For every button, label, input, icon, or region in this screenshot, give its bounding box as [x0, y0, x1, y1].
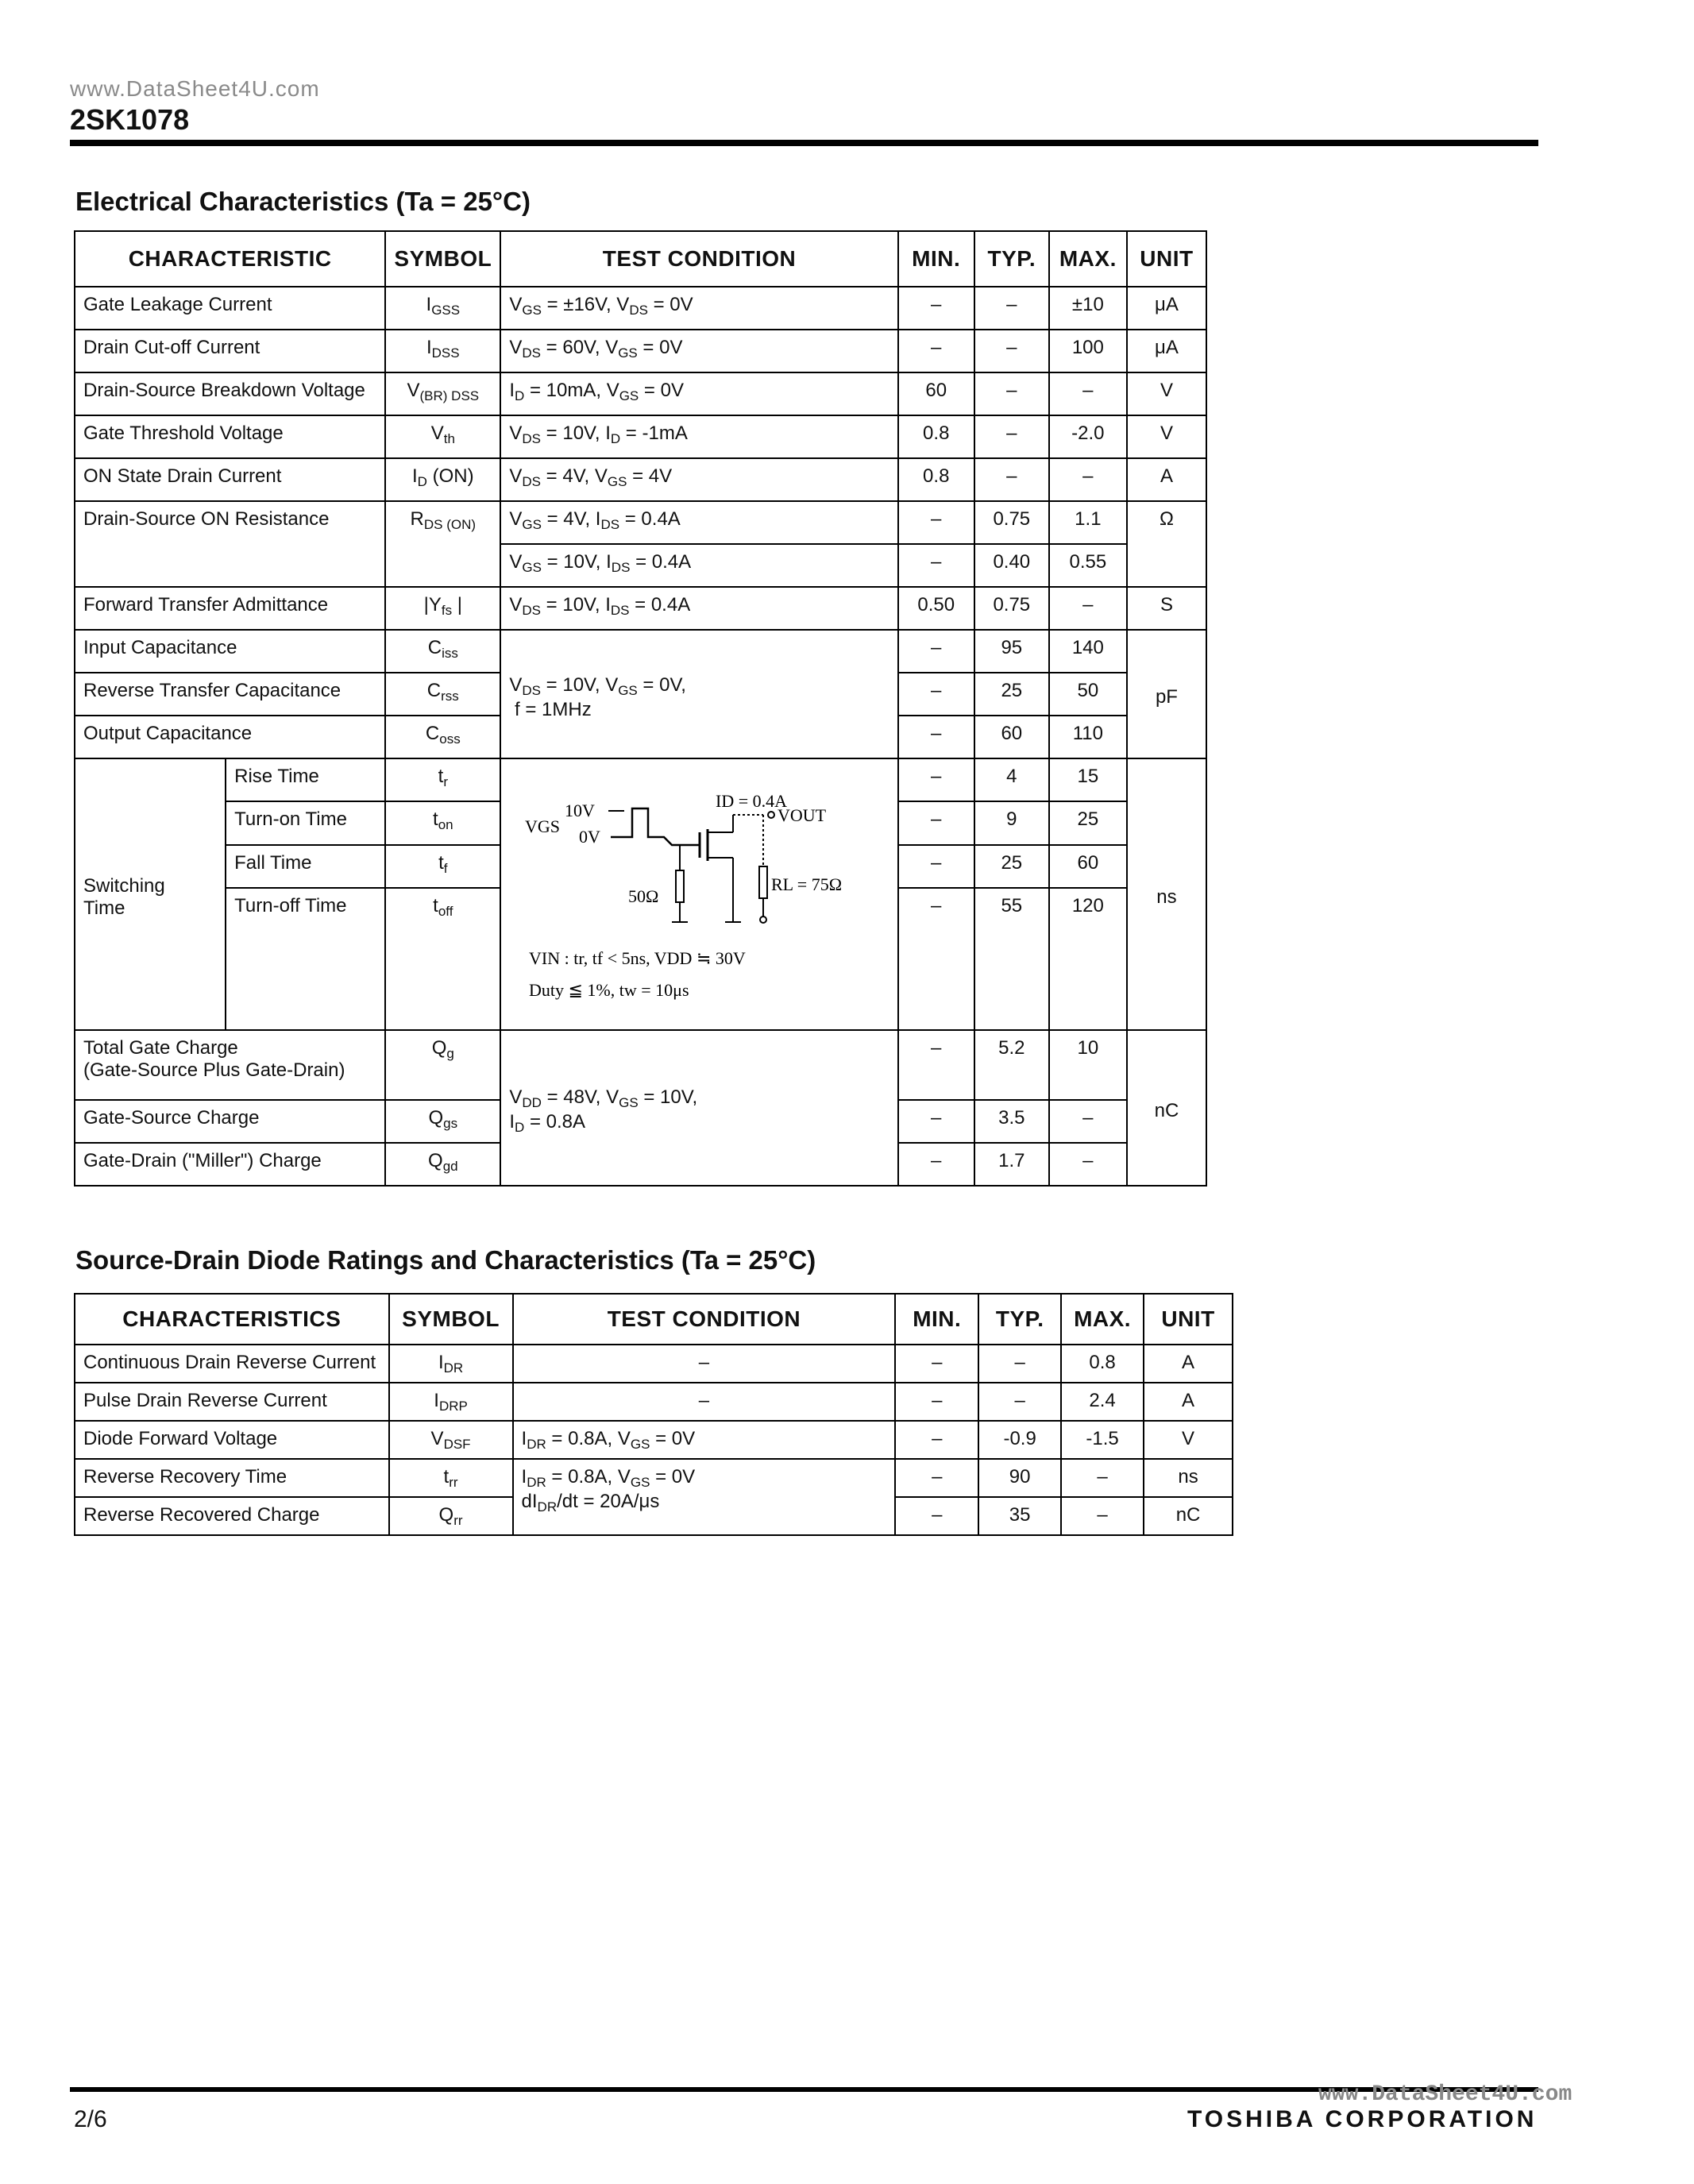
characteristic-name: Gate Leakage Current — [75, 287, 385, 330]
max-value: -1.5 — [1061, 1421, 1144, 1459]
typ-value: 4 — [974, 758, 1049, 801]
max-value: – — [1061, 1497, 1144, 1535]
max-value: 1.1 — [1049, 501, 1127, 544]
col-header-characteristic: CHARACTERISTIC — [75, 231, 385, 287]
gate-resistor-50 — [676, 870, 684, 902]
symbol: $I_{DSS}$ — [385, 330, 500, 372]
max-value: 25 — [1049, 801, 1127, 844]
symbol: $t_r$ — [385, 758, 500, 801]
test-condition: $V_{DS} = 10V$, $I_{DS} = 0.4A$ — [500, 587, 897, 630]
test-condition: – — [513, 1345, 896, 1383]
characteristic-name: Forward Transfer Admittance — [75, 587, 385, 630]
symbol: $t_{rr}$ — [389, 1459, 513, 1497]
typ-value: – — [978, 1345, 1061, 1383]
table-row — [75, 630, 1206, 673]
test-condition: $I_D = 10mA$, $V_{GS} = 0V$ — [500, 372, 897, 415]
test-condition: $V_{DS} = 4V$, $V_{GS} = 4V$ — [500, 458, 897, 501]
col-header-characteristics: CHARACTERISTICS — [75, 1294, 389, 1345]
typ-value: – — [974, 287, 1049, 330]
typ-value: 0.75 — [974, 587, 1049, 630]
switching-circuit-diagram — [525, 775, 874, 1029]
table-row — [75, 758, 1206, 801]
circuit-label-0v: 0V — [578, 827, 600, 847]
typ-value: 1.7 — [974, 1143, 1049, 1186]
unit: S — [1127, 587, 1206, 630]
symbol: $t_{on}$ — [385, 801, 500, 844]
circuit-label-rl: RL = 75Ω — [770, 874, 842, 894]
table-row — [75, 287, 1206, 330]
typ-value: – — [974, 415, 1049, 458]
characteristic-name: Gate-Drain ("Miller") Charge — [75, 1143, 385, 1186]
table-row — [75, 415, 1206, 458]
min-value: – — [898, 673, 974, 716]
symbol: $I_{DRP}$ — [389, 1383, 513, 1421]
circuit-note-line2: Duty ≦ 1%, tw = 10μs — [528, 980, 689, 1000]
unit: μA — [1127, 287, 1206, 330]
max-value: – — [1049, 587, 1127, 630]
symbol: $I_{GSS}$ — [385, 287, 500, 330]
unit: A — [1144, 1345, 1233, 1383]
electrical-characteristics-title: Electrical Characteristics (Ta = 25°C) — [75, 187, 531, 216]
min-value: – — [898, 801, 974, 844]
max-value: 120 — [1049, 888, 1127, 1030]
max-value: – — [1049, 458, 1127, 501]
min-value: – — [898, 330, 974, 372]
typ-value: 0.40 — [974, 544, 1049, 587]
page-number: 2/6 — [74, 2106, 107, 2132]
pulse-waveform — [611, 808, 700, 845]
min-value: 0.50 — [898, 587, 974, 630]
characteristic-name: Diode Forward Voltage — [75, 1421, 389, 1459]
table-row — [75, 1345, 1233, 1383]
part-number: 2SK1078 — [70, 103, 190, 136]
max-value: 0.55 — [1049, 544, 1127, 587]
circuit-note-line1: VIN : tr, tf < 5ns, VDD ≒ 30V — [528, 948, 746, 968]
test-condition: $I_{DR} = 0.8A$, $V_{GS} = 0V$ $dI_{DR}/dt = 20A/\mu s$ — [513, 1459, 896, 1535]
typ-value: 55 — [974, 888, 1049, 1030]
characteristic-name: Continuous Drain Reverse Current — [75, 1345, 389, 1383]
typ-value: 5.2 — [974, 1030, 1049, 1100]
characteristic-name: Input Capacitance — [75, 630, 385, 673]
characteristic-name: Rise Time — [226, 758, 385, 801]
symbol: $V_{th}$ — [385, 415, 500, 458]
max-value: 140 — [1049, 630, 1127, 673]
watermark-top: www.DataSheet4U.com — [70, 76, 320, 101]
typ-value: 90 — [978, 1459, 1061, 1497]
characteristic-name: Reverse Recovery Time — [75, 1459, 389, 1497]
characteristic-name: Gate-Source Charge — [75, 1100, 385, 1143]
symbol: $Q_g$ — [385, 1030, 500, 1100]
symbol: $C_{rss}$ — [385, 673, 500, 716]
unit: Ω — [1127, 501, 1206, 587]
characteristic-name: Total Gate Charge (Gate-Source Plus Gate-Drain) — [75, 1030, 385, 1100]
col-header-unit: UNIT — [1127, 231, 1206, 287]
symbol: $t_f$ — [385, 845, 500, 888]
unit: A — [1144, 1383, 1233, 1421]
characteristic-name: Fall Time — [226, 845, 385, 888]
min-value: 0.8 — [898, 458, 974, 501]
symbol: $V_{(BR) DSS}$ — [385, 372, 500, 415]
load-resistor-rl — [759, 866, 767, 898]
characteristic-name: Turn-on Time — [226, 801, 385, 844]
test-condition: – — [513, 1383, 896, 1421]
max-value: 60 — [1049, 845, 1127, 888]
max-value: – — [1061, 1459, 1144, 1497]
test-condition: $V_{DS} = 10V$, $I_D = -1mA$ — [500, 415, 897, 458]
unit: A — [1127, 458, 1206, 501]
characteristic-name: Output Capacitance — [75, 716, 385, 758]
min-value: – — [898, 716, 974, 758]
test-condition: $V_{GS} = 10V$, $I_{DS} = 0.4A$ — [500, 544, 897, 587]
max-value: 0.8 — [1061, 1345, 1144, 1383]
symbol: $I_{DR}$ — [389, 1345, 513, 1383]
table-row — [75, 1383, 1233, 1421]
typ-value: 25 — [974, 673, 1049, 716]
max-value: 10 — [1049, 1030, 1127, 1100]
test-condition: $V_{GS} = \pm 16V$, $V_{DS} = 0V$ — [500, 287, 897, 330]
max-value: ±10 — [1049, 287, 1127, 330]
max-value: 2.4 — [1061, 1383, 1144, 1421]
circuit-label-vout: VOUT — [777, 805, 826, 825]
unit: V — [1144, 1421, 1233, 1459]
col-header-unit: UNIT — [1144, 1294, 1233, 1345]
typ-value: 9 — [974, 801, 1049, 844]
characteristic-name: Turn-off Time — [226, 888, 385, 1030]
symbol: $C_{oss}$ — [385, 716, 500, 758]
source-drain-diode-table — [74, 1293, 1233, 1536]
test-condition: $V_{DS} = 60V$, $V_{GS} = 0V$ — [500, 330, 897, 372]
electrical-characteristics-table — [74, 230, 1207, 1187]
table-row — [75, 1459, 1233, 1497]
col-header-symbol: SYMBOL — [389, 1294, 513, 1345]
symbol: $Q_{rr}$ — [389, 1497, 513, 1535]
max-value: 110 — [1049, 716, 1127, 758]
min-value: – — [895, 1345, 978, 1383]
table-row — [75, 1030, 1206, 1100]
table-header-row — [75, 1294, 1233, 1345]
min-value: – — [898, 1030, 974, 1100]
unit: nC — [1127, 1030, 1206, 1186]
circuit-label-id: ID = 0.4A — [715, 791, 787, 811]
max-value: – — [1049, 372, 1127, 415]
col-header-min: MIN. — [898, 231, 974, 287]
col-header-max: MAX. — [1061, 1294, 1144, 1345]
characteristic-name: Reverse Recovered Charge — [75, 1497, 389, 1535]
max-value: 15 — [1049, 758, 1127, 801]
table-row — [75, 458, 1206, 501]
typ-value: 60 — [974, 716, 1049, 758]
unit: V — [1127, 372, 1206, 415]
max-value: -2.0 — [1049, 415, 1127, 458]
typ-value: 0.75 — [974, 501, 1049, 544]
circuit-label-50ohm: 50Ω — [627, 886, 658, 906]
unit: pF — [1127, 630, 1206, 758]
characteristic-name: Drain Cut-off Current — [75, 330, 385, 372]
min-value: – — [895, 1383, 978, 1421]
max-value: – — [1049, 1100, 1127, 1143]
min-value: – — [895, 1421, 978, 1459]
typ-value: 25 — [974, 845, 1049, 888]
switching-time-label: Switching Time — [75, 758, 226, 1030]
symbol: $Q_{gd}$ — [385, 1143, 500, 1186]
circuit-label-vgs: VGS — [524, 816, 560, 836]
unit: μA — [1127, 330, 1206, 372]
typ-value: 35 — [978, 1497, 1061, 1535]
characteristic-name: Reverse Transfer Capacitance — [75, 673, 385, 716]
min-value: – — [898, 758, 974, 801]
test-condition: $V_{DD} = 48V$, $V_{GS} = 10V$, $I_D = 0.8A$ — [500, 1030, 897, 1186]
col-header-test-condition: TEST CONDITION — [513, 1294, 896, 1345]
test-condition: $I_{DR} = 0.8A$, $V_{GS} = 0V$ — [513, 1421, 896, 1459]
typ-value: – — [974, 458, 1049, 501]
test-condition: $V_{DS} = 10V$, $V_{GS} = 0V$, f = 1MHz — [500, 630, 897, 758]
characteristic-name: Pulse Drain Reverse Current — [75, 1383, 389, 1421]
col-header-test-condition: TEST CONDITION — [500, 231, 897, 287]
col-header-typ: TYP. — [978, 1294, 1061, 1345]
typ-value: – — [978, 1383, 1061, 1421]
characteristic-name: Drain-Source Breakdown Voltage — [75, 372, 385, 415]
typ-value: 95 — [974, 630, 1049, 673]
min-value: – — [898, 544, 974, 587]
min-value: – — [898, 287, 974, 330]
symbol: $I_D$ (ON) — [385, 458, 500, 501]
max-value: – — [1049, 1143, 1127, 1186]
characteristic-name: Gate Threshold Voltage — [75, 415, 385, 458]
table-row — [75, 372, 1206, 415]
min-value: – — [895, 1459, 978, 1497]
min-value: – — [898, 845, 974, 888]
table-row — [75, 1421, 1233, 1459]
col-header-typ: TYP. — [974, 231, 1049, 287]
watermark-bottom: www.DataSheet4U.com — [1318, 2082, 1572, 2107]
company-name: TOSHIBA CORPORATION — [1187, 2106, 1538, 2132]
symbol: $V_{DSF}$ — [389, 1421, 513, 1459]
unit: V — [1127, 415, 1206, 458]
header-rule — [70, 140, 1538, 146]
table-header-row — [75, 231, 1206, 287]
table-row — [75, 330, 1206, 372]
characteristic-name: Drain-Source ON Resistance — [75, 501, 385, 587]
typ-value: – — [974, 330, 1049, 372]
table-row — [75, 587, 1206, 630]
unit: ns — [1144, 1459, 1233, 1497]
col-header-symbol: SYMBOL — [385, 231, 500, 287]
test-condition: $V_{GS} = 4V$, $I_{DS} = 0.4A$ — [500, 501, 897, 544]
min-value: – — [898, 888, 974, 1030]
typ-value: 3.5 — [974, 1100, 1049, 1143]
switching-test-circuit — [500, 758, 897, 1030]
min-value: 0.8 — [898, 415, 974, 458]
symbol: $t_{off}$ — [385, 888, 500, 1030]
characteristic-name: ON State Drain Current — [75, 458, 385, 501]
unit: nC — [1144, 1497, 1233, 1535]
col-header-max: MAX. — [1049, 231, 1127, 287]
min-value: – — [898, 501, 974, 544]
min-value: – — [898, 1100, 974, 1143]
table-row — [75, 501, 1206, 544]
symbol: $C_{iss}$ — [385, 630, 500, 673]
source-drain-diode-title: Source-Drain Diode Ratings and Characteristics (Ta = 25°C) — [75, 1245, 816, 1275]
typ-value: – — [974, 372, 1049, 415]
symbol: $|Y_{fs}$ | — [385, 587, 500, 630]
symbol: $R_{DS (ON)}$ — [385, 501, 500, 587]
col-header-min: MIN. — [895, 1294, 978, 1345]
circuit-label-10v: 10V — [564, 801, 595, 820]
unit: ns — [1127, 758, 1206, 1030]
min-value: – — [898, 1143, 974, 1186]
min-value: 60 — [898, 372, 974, 415]
min-value: – — [898, 630, 974, 673]
min-value: – — [895, 1497, 978, 1535]
max-value: 50 — [1049, 673, 1127, 716]
symbol: $Q_{gs}$ — [385, 1100, 500, 1143]
max-value: 100 — [1049, 330, 1127, 372]
typ-value: -0.9 — [978, 1421, 1061, 1459]
